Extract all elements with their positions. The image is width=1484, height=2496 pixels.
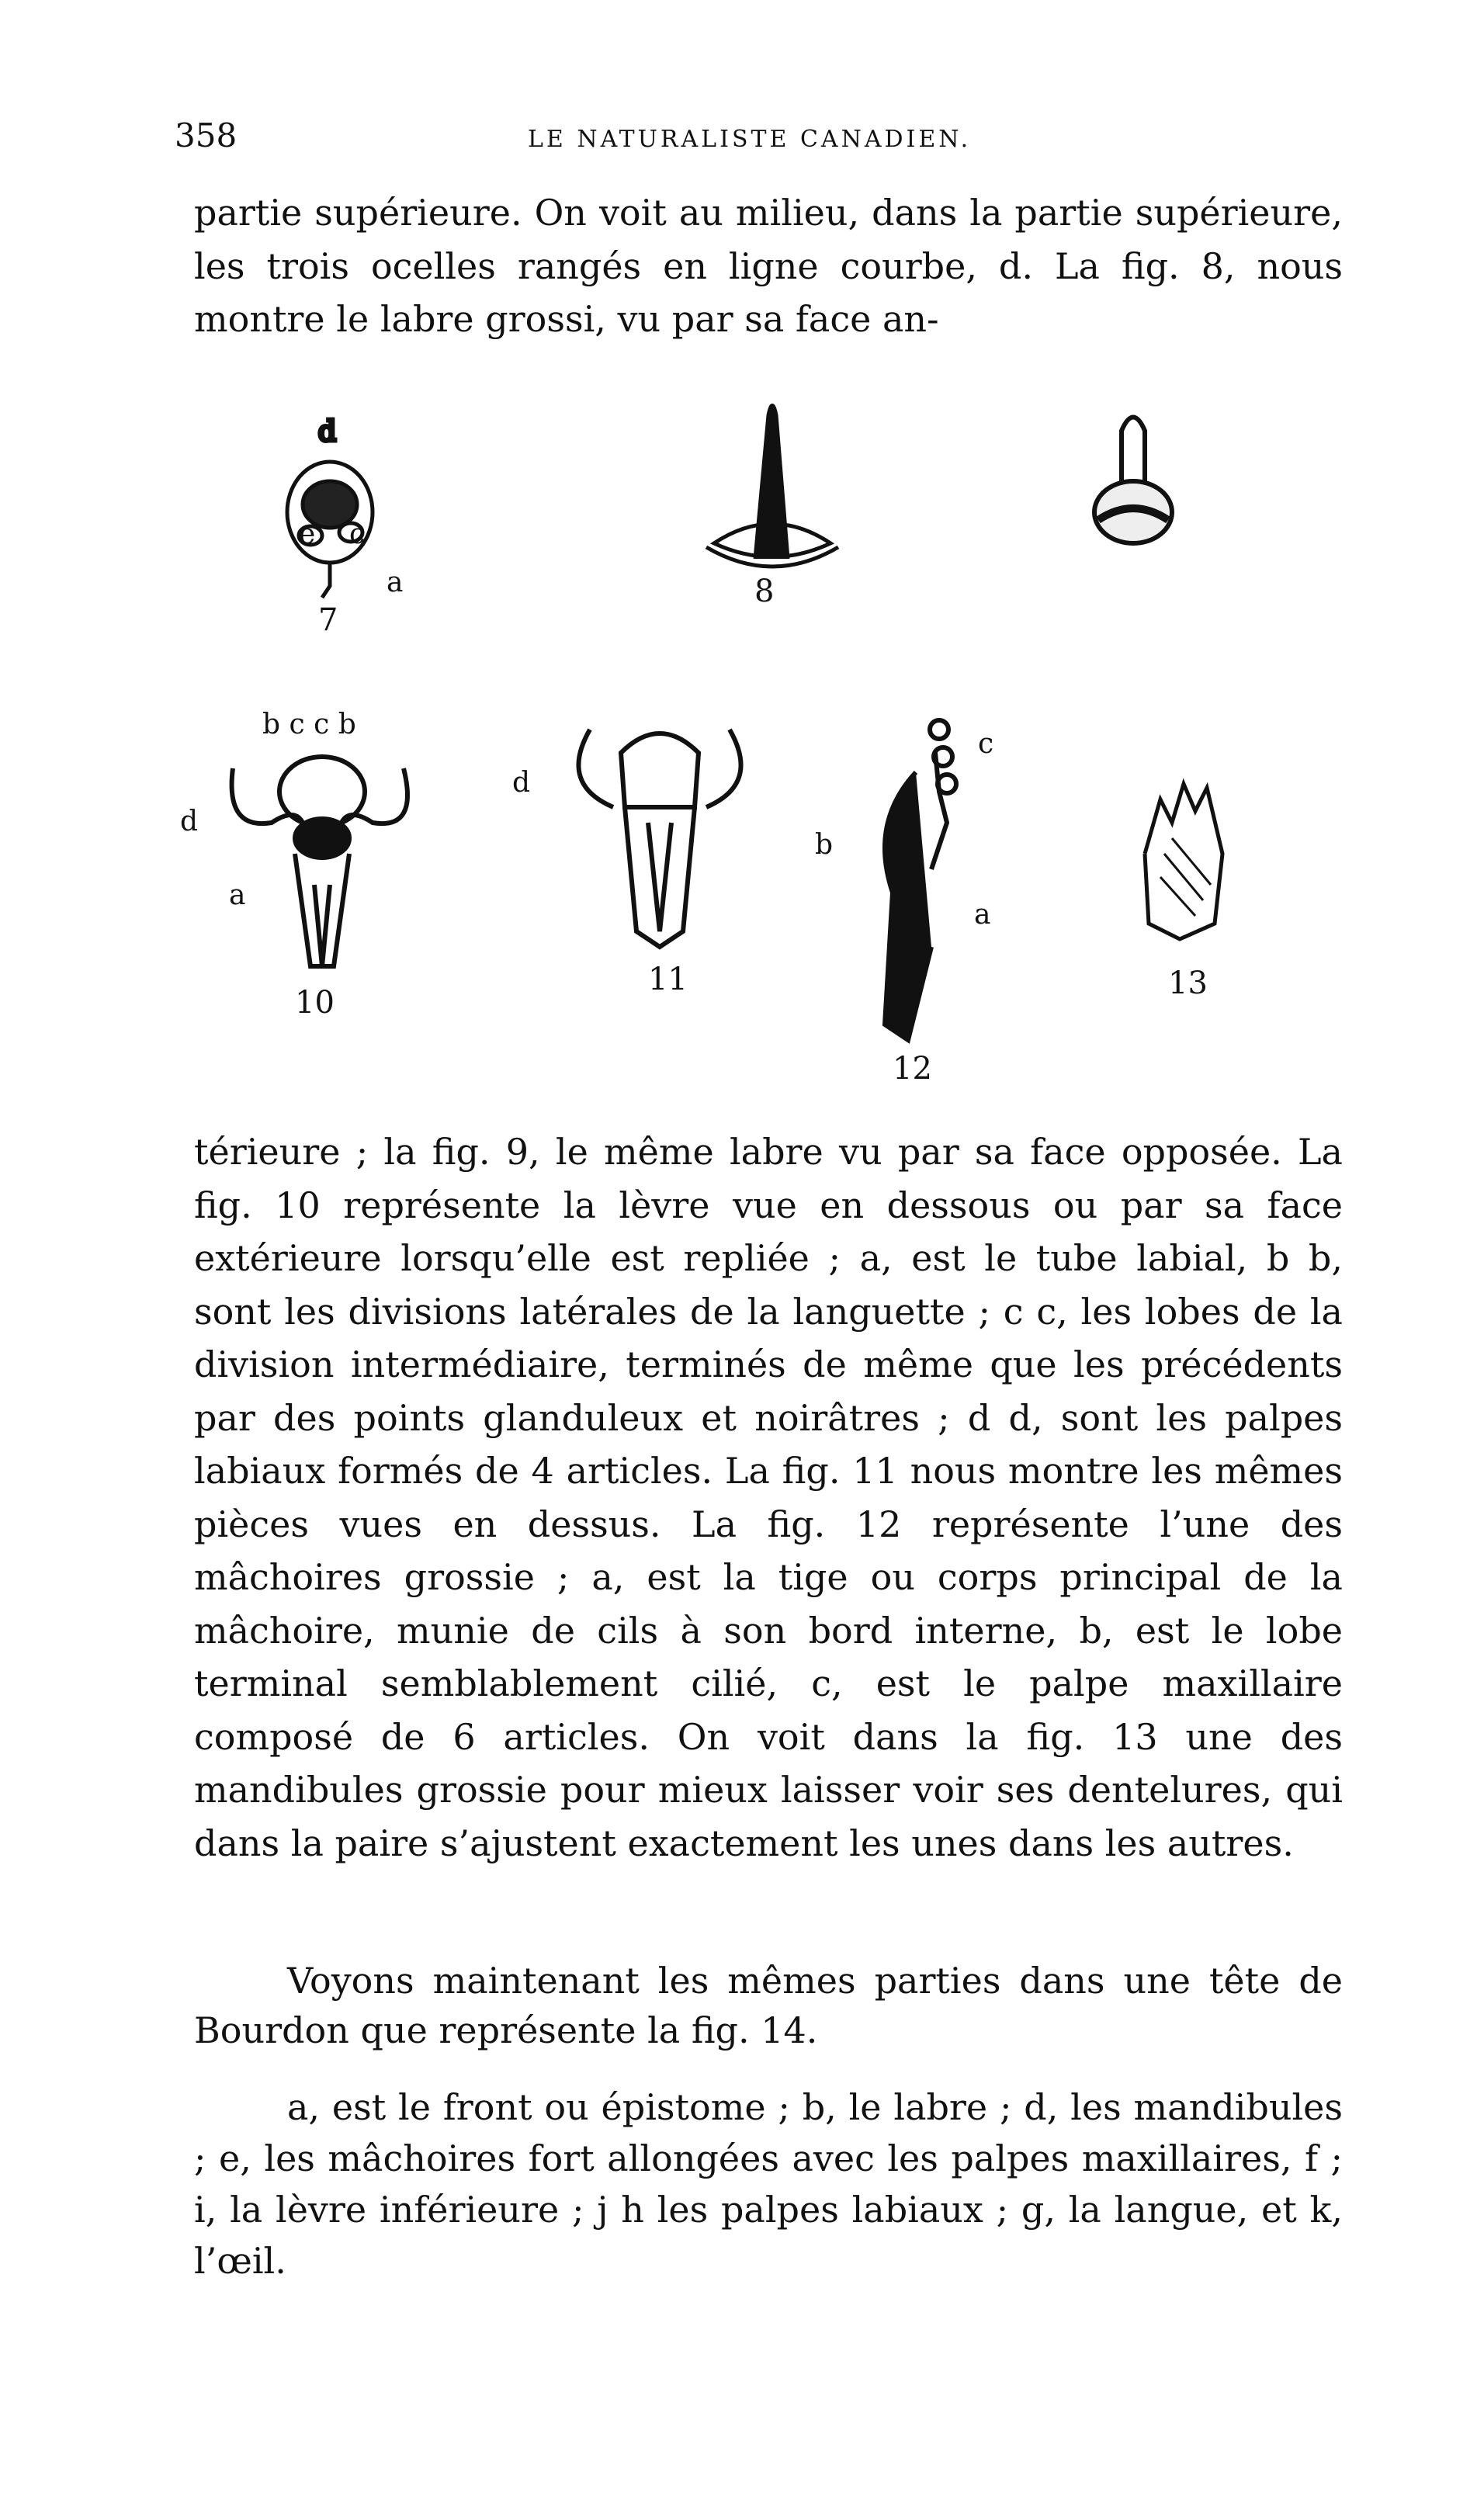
fig12-label-a: a [974,899,991,931]
paragraph-4: a, est le front ou épistome ; b, le labre ; d, les mandibules ; e, les mâchoires fort allongées avec les palpes maxillaires, f ; i, la lèvre inférieure ; j h les palpes labiaux ; g, la langue, et k, l’œil. [194,2086,1343,2282]
figure-13-illustration [1145,784,1222,1001]
figure-12-illustration [815,720,993,1087]
fig7-label-a: a [387,567,404,598]
fig7-number: 7 [318,602,338,638]
fig7-label-e: e [299,518,316,550]
fig13-number: 13 [1168,965,1208,1001]
paragraph-2: térieure ; la fig. 9, le même labre vu par sa face opposée. La fig. 10 représente la lèvre vue en dessous ou par sa face extérieure lorsqu’elle est repliée ; a, est le tube labial, b b, sont les divisions latérales de la languette ; c c, les lobes de la division intermédiaire, terminés de même que les précédents par des points glanduleux et noirâtres ; d d, sont les palpes labiaux formés de 4 articles. La fig. 11 nous montre les mêmes pièces vues en dessus. La fig. 12 représente l’une des mâchoires grossie ; a, est la tige ou corps principal de la mâchoire, munie de cils à son bord interne, b, est le lobe terminal semblablement cilié, c, est le palpe maxillaire composé de 6 articles. On voit dans la fig. 13 une des mandibules grossie pour mieux laisser voir ses dentelures, qui dans la paire s’ajustent exactement les unes dans les autres. [194,1131,1343,1864]
figure-7-illustration [287,416,403,638]
fig11-label-d: d [512,767,531,799]
fig12-label-c: c [978,728,994,760]
fig10-label-d: d [180,806,199,837]
fig7-label-d: d [318,416,337,448]
fig8-number: 8 [754,574,775,609]
figure-10-illustration [180,709,407,1021]
fig7-label-c: c [349,518,366,550]
fig10-number: 10 [295,985,335,1021]
fig10-label-a: a [229,879,246,911]
fig12-label-b: b [815,829,834,861]
page-header [175,116,1339,163]
figure-plate [171,388,1374,1102]
figure-8-illustration [706,406,838,610]
fig11-number: 11 [648,962,688,997]
paragraph-1: partie supérieure. On voit au milieu, dans la partie supérieure, les trois ocelles rangés en ligne courbe, d. La fig. 8, nous montre le labre grossi, vu par sa face an- [194,192,1343,340]
fig12-number: 12 [893,1051,932,1087]
fig10-label-bccb: b c c b [262,709,356,740]
figure-plate-svg [171,388,1374,1102]
page-number: 358 [175,116,238,154]
running-head: LE NATURALISTE CANADIEN. [528,126,972,153]
figure-9-illustration [1094,418,1172,544]
figure-11-illustration [512,730,741,997]
paragraph-3: Voyons maintenant les mêmes parties dans une tête de Bourdon que représente la fig. 14. [194,1960,1343,2051]
